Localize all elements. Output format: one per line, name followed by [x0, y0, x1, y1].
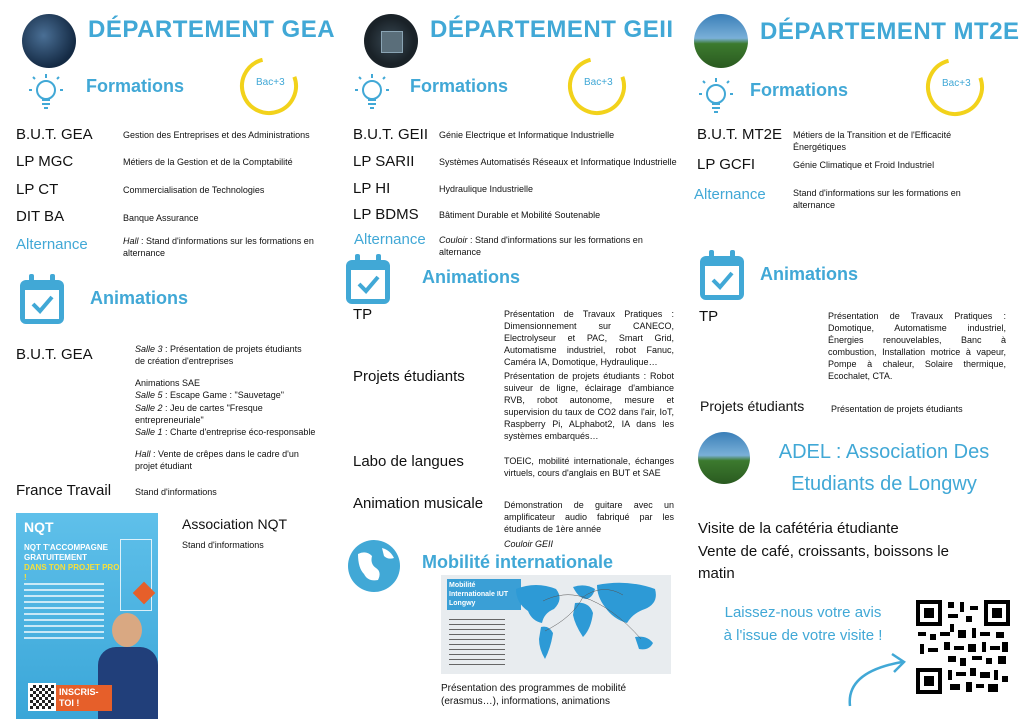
adel-title: ADEL : Association Des Etudiants de Longwy [778, 441, 990, 495]
gea-formation-desc: Banque Assurance [123, 213, 199, 223]
gea-alternance-desc: Hall : Stand d'informations sur les formations en alternance [123, 236, 314, 258]
gea-formation-code: DIT BA [16, 208, 65, 225]
geii-labo-desc: TOEIC, mobilité internationale, échanges virtuels, cours d'anglais en BUT et SAE [504, 456, 674, 478]
gea-formation-code: LP MGC [16, 153, 74, 170]
gea-bac-label: Bac+3 [256, 77, 285, 88]
gea-anim-salle3: Salle 3 : Présentation de projets étudiants de création d'entreprises [135, 344, 302, 366]
gea-formation-code: LP CT [16, 181, 59, 198]
gea-bac-badge [238, 55, 300, 117]
france-travail-desc: Stand d'informations [135, 487, 217, 497]
gea-title: DÉPARTEMENT GEA [88, 16, 336, 43]
geii-tp-desc: Présentation de Travaux Pratiques : Dimensionnement sur CANECO, Electrolyseur et PAC, Smart Grid, Automatisme industriel, robot Fanuc, Caméra IA, Domotique, Hydraulique… [504, 309, 674, 367]
nqt-desc: Stand d'informations [182, 540, 264, 550]
geii-musique-desc: Démonstration de guitare avec un amplificateur audio fabriqué par les étudiants de 1ère année [504, 500, 674, 534]
world-map [511, 579, 667, 669]
gea-anim-code: B.U.T. GEA [16, 346, 93, 363]
mt2e-tp-desc: Présentation de Travaux Pratiques : Domotique, Automatisme industriel, Énergies renouvelables, Banc à combustion, Installation motrice à vapeur, Pompe à chaleur, Solaire thermique, Ecochalet, CTA. [828, 311, 1006, 381]
geii-formation-desc: Génie Electrique et Informatique Industrielle [439, 130, 615, 140]
mobilite-title: Mobilité internationale [422, 552, 614, 572]
gea-formations-title: Formations [86, 76, 185, 96]
mt2e-formation-desc: Métiers de la Transition et de l'Efficacité Énergétiques [793, 130, 952, 152]
geii-formation-desc: Hydraulique Industrielle [439, 184, 534, 194]
mt2e-photo [694, 14, 748, 68]
geii-alternance-label: Alternance [354, 231, 426, 248]
lightbulb-icon [696, 74, 736, 118]
geii-formation-code: B.U.T. GEII [353, 126, 429, 143]
mt2e-bac-badge [924, 56, 986, 118]
mt2e-alternance-desc: Stand d'informations sur les formations en alternance [793, 188, 961, 210]
mobilite-map-caption: Mobilité Internationale IUT Longwy [447, 579, 521, 610]
gea-formation-code: B.U.T. GEA [16, 126, 93, 143]
calendar-check-icon [344, 252, 392, 306]
gea-formation-desc: Métiers de la Gestion et de la Comptabilité [123, 157, 293, 167]
gea-anim-hall: Hall : Vente de crêpes dans le cadre d'un projet étudiant [135, 449, 299, 471]
gea-anim-salle5: Salle 5 : Escape Game : "Sauvetage" [135, 390, 284, 400]
geii-bac-badge [566, 55, 628, 117]
nqt-logo: NQT [24, 519, 54, 535]
mt2e-formation-desc: Génie Climatique et Froid Industriel [793, 160, 935, 170]
globe-icon [346, 538, 402, 594]
geii-projets-label: Projets étudiants [353, 368, 465, 385]
qr-code-icon[interactable] [914, 598, 1012, 696]
adel-call-to-action: Laissez-nous votre avis à l'issue de votre visite ! [723, 604, 883, 644]
gea-animations-title: Animations [90, 288, 189, 308]
nqt-title: Association NQT [182, 516, 288, 532]
mt2e-animations-title: Animations [760, 264, 859, 284]
calendar-check-icon [18, 272, 66, 326]
geii-formations-title: Formations [410, 76, 509, 96]
mt2e-formation-code: B.U.T. MT2E [697, 126, 783, 143]
mt2e-title: DÉPARTEMENT MT2E [760, 18, 1020, 45]
gea-anim-sae-title: Animations SAE [135, 378, 201, 388]
nqt-qr-icon [28, 683, 56, 711]
geii-musique-label: Animation musicale [353, 495, 484, 512]
nqt-poster [16, 513, 158, 719]
gea-formation-desc: Gestion des Entreprises et des Administrations [123, 130, 310, 140]
geii-labo-label: Labo de langues [353, 453, 464, 470]
mobilite-map [441, 575, 671, 674]
calendar-check-icon [698, 248, 746, 302]
geii-alternance-desc: Couloir : Stand d'informations sur les formations en alternance [439, 235, 643, 257]
geii-bac-label: Bac+3 [584, 77, 613, 88]
mobilite-desc: Présentation des programmes de mobilité (erasmus…), informations, animations [441, 683, 627, 707]
nqt-headline: NQT T'ACCOMPAGNE GRATUITEMENT DANS TON PROJET PRO ! [24, 543, 120, 582]
france-travail-label: France Travail [16, 482, 112, 499]
lightbulb-icon [26, 70, 66, 114]
gea-formation-desc: Commercialisation de Technologies [123, 185, 265, 195]
nqt-text-block [24, 583, 104, 643]
geii-formation-code: LP BDMS [353, 206, 419, 223]
arrow-icon [840, 646, 914, 710]
geii-formation-desc: Bâtiment Durable et Mobilité Soutenable [439, 210, 601, 220]
nqt-cta: INSCRIS-TOI ! [56, 685, 112, 711]
mt2e-bac-label: Bac+3 [942, 78, 971, 89]
mt2e-alternance-label: Alternance [694, 186, 766, 203]
geii-formation-code: LP SARII [353, 153, 415, 170]
gea-anim-salle2: Salle 2 : Jeu de cartes "Fresque entrepreneuriale" [135, 403, 263, 425]
mt2e-tp-label: TP [699, 308, 719, 325]
adel-line2: Vente de café, croissants, boissons le matin [698, 543, 949, 582]
mt2e-projets-label: Projets étudiants [700, 398, 805, 414]
geii-projets-desc: Présentation de projets étudiants : Robot suiveur de ligne, éclairage d'ambiance RVB, robot autonome, mesure et supervision du taux de CO2 dans l'air, IoT, Raspberry Pi, ALphabot2, IA dans les systèmes embarqués… [504, 371, 674, 441]
mt2e-formation-code: LP GCFI [697, 156, 756, 173]
mt2e-projets-desc: Présentation de projets étudiants [831, 404, 963, 414]
geii-musique-place: Couloir GEII [504, 539, 554, 549]
geii-formation-code: LP HI [353, 180, 391, 197]
lightbulb-icon [352, 70, 392, 114]
geii-title: DÉPARTEMENT GEII [430, 16, 674, 43]
geii-tp-label: TP [353, 306, 373, 323]
mt2e-formations-title: Formations [750, 80, 849, 100]
geii-animations-title: Animations [422, 267, 521, 287]
map-legend [449, 619, 505, 665]
geii-formation-desc: Systèmes Automatisés Réseaux et Informatique Industrielle [439, 157, 677, 167]
adel-photo [698, 432, 750, 484]
geii-photo [364, 14, 418, 68]
adel-line1: Visite de la cafétéria étudiante [698, 520, 899, 537]
gea-alternance-label: Alternance [16, 236, 88, 253]
gea-photo [22, 14, 76, 68]
gea-anim-salle1: Salle 1 : Charte d'entreprise éco-responsable [135, 427, 316, 437]
